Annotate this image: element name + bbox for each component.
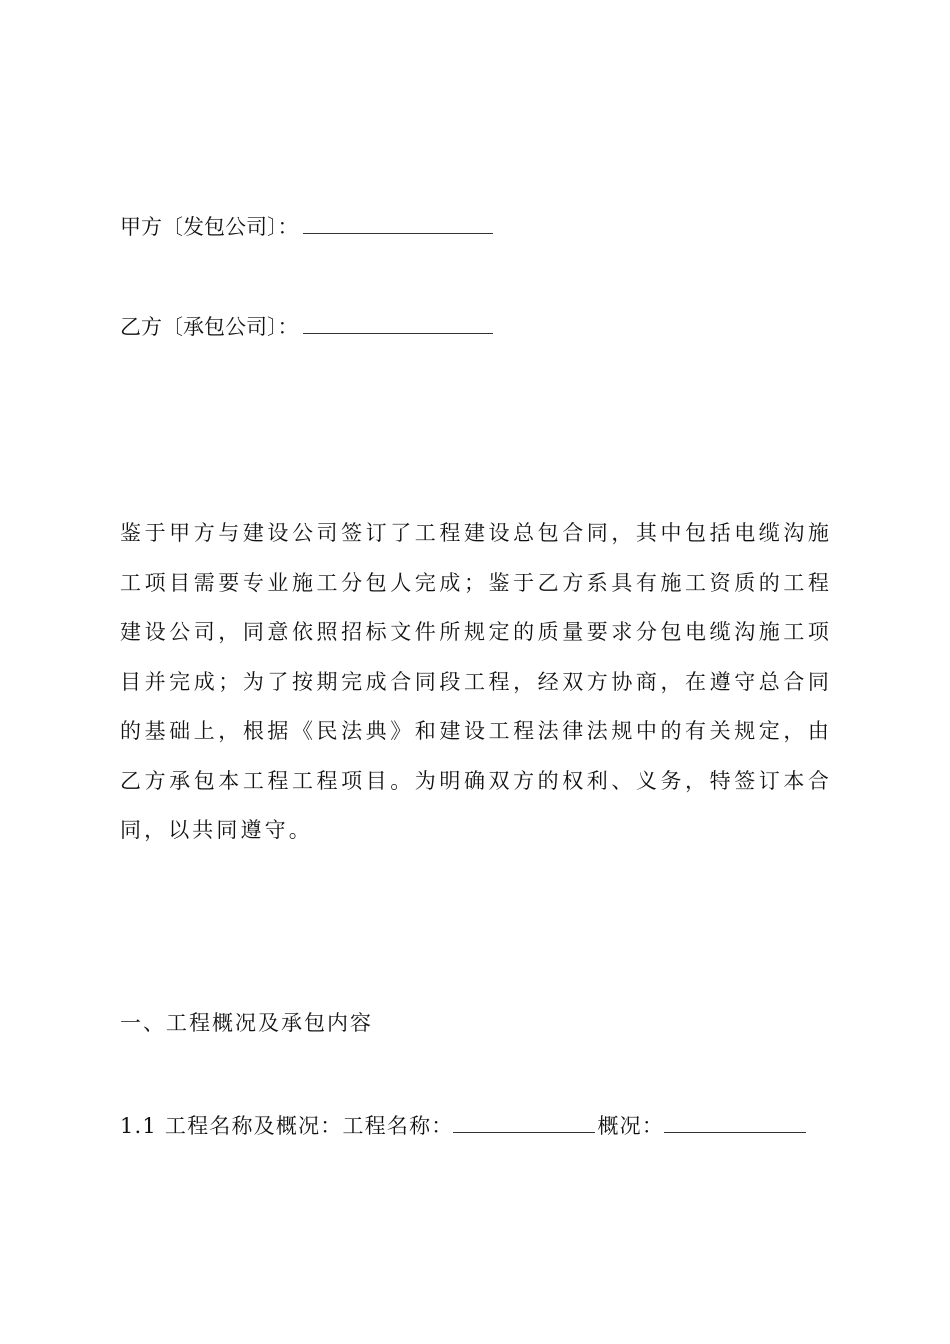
party-b-blank-field[interactable] [303,315,493,334]
clause-1-1-prefix: 1.1 工程名称及概况：工程名称： [120,1114,454,1138]
party-b-line [120,312,493,342]
party-a-line [120,212,493,242]
clause-1-1-overview-label: 概况： [597,1114,665,1138]
project-name-blank-field[interactable] [453,1114,595,1133]
project-overview-blank-field[interactable] [664,1114,806,1133]
party-a-label: 甲方〔发包公司〕： [120,215,299,239]
clause-1-1 [120,1111,806,1141]
preamble-paragraph: 鉴于甲方与建设公司签订了工程建设总包合同，其中包括电缆沟施工项目需要专业施工分包人完成；鉴于乙方系具有施工资质的工程建设公司，同意依照招标文件所规定的质量要求分包电缆沟施工项目并完成；为了按期完成合同段工程，经双方协商，在遵守总合同的基础上，根据《民法典》和建设工程法律法规中的有关规定，由乙方承包本工程工程项目。为明确双方的权利、义务，特签订本合同，以共同遵守。 [120,521,832,842]
party-a-blank-field[interactable] [303,215,493,234]
section-1-heading: 一、工程概况及承包内容 [120,1011,373,1035]
party-b-label: 乙方〔承包公司〕： [120,315,299,339]
